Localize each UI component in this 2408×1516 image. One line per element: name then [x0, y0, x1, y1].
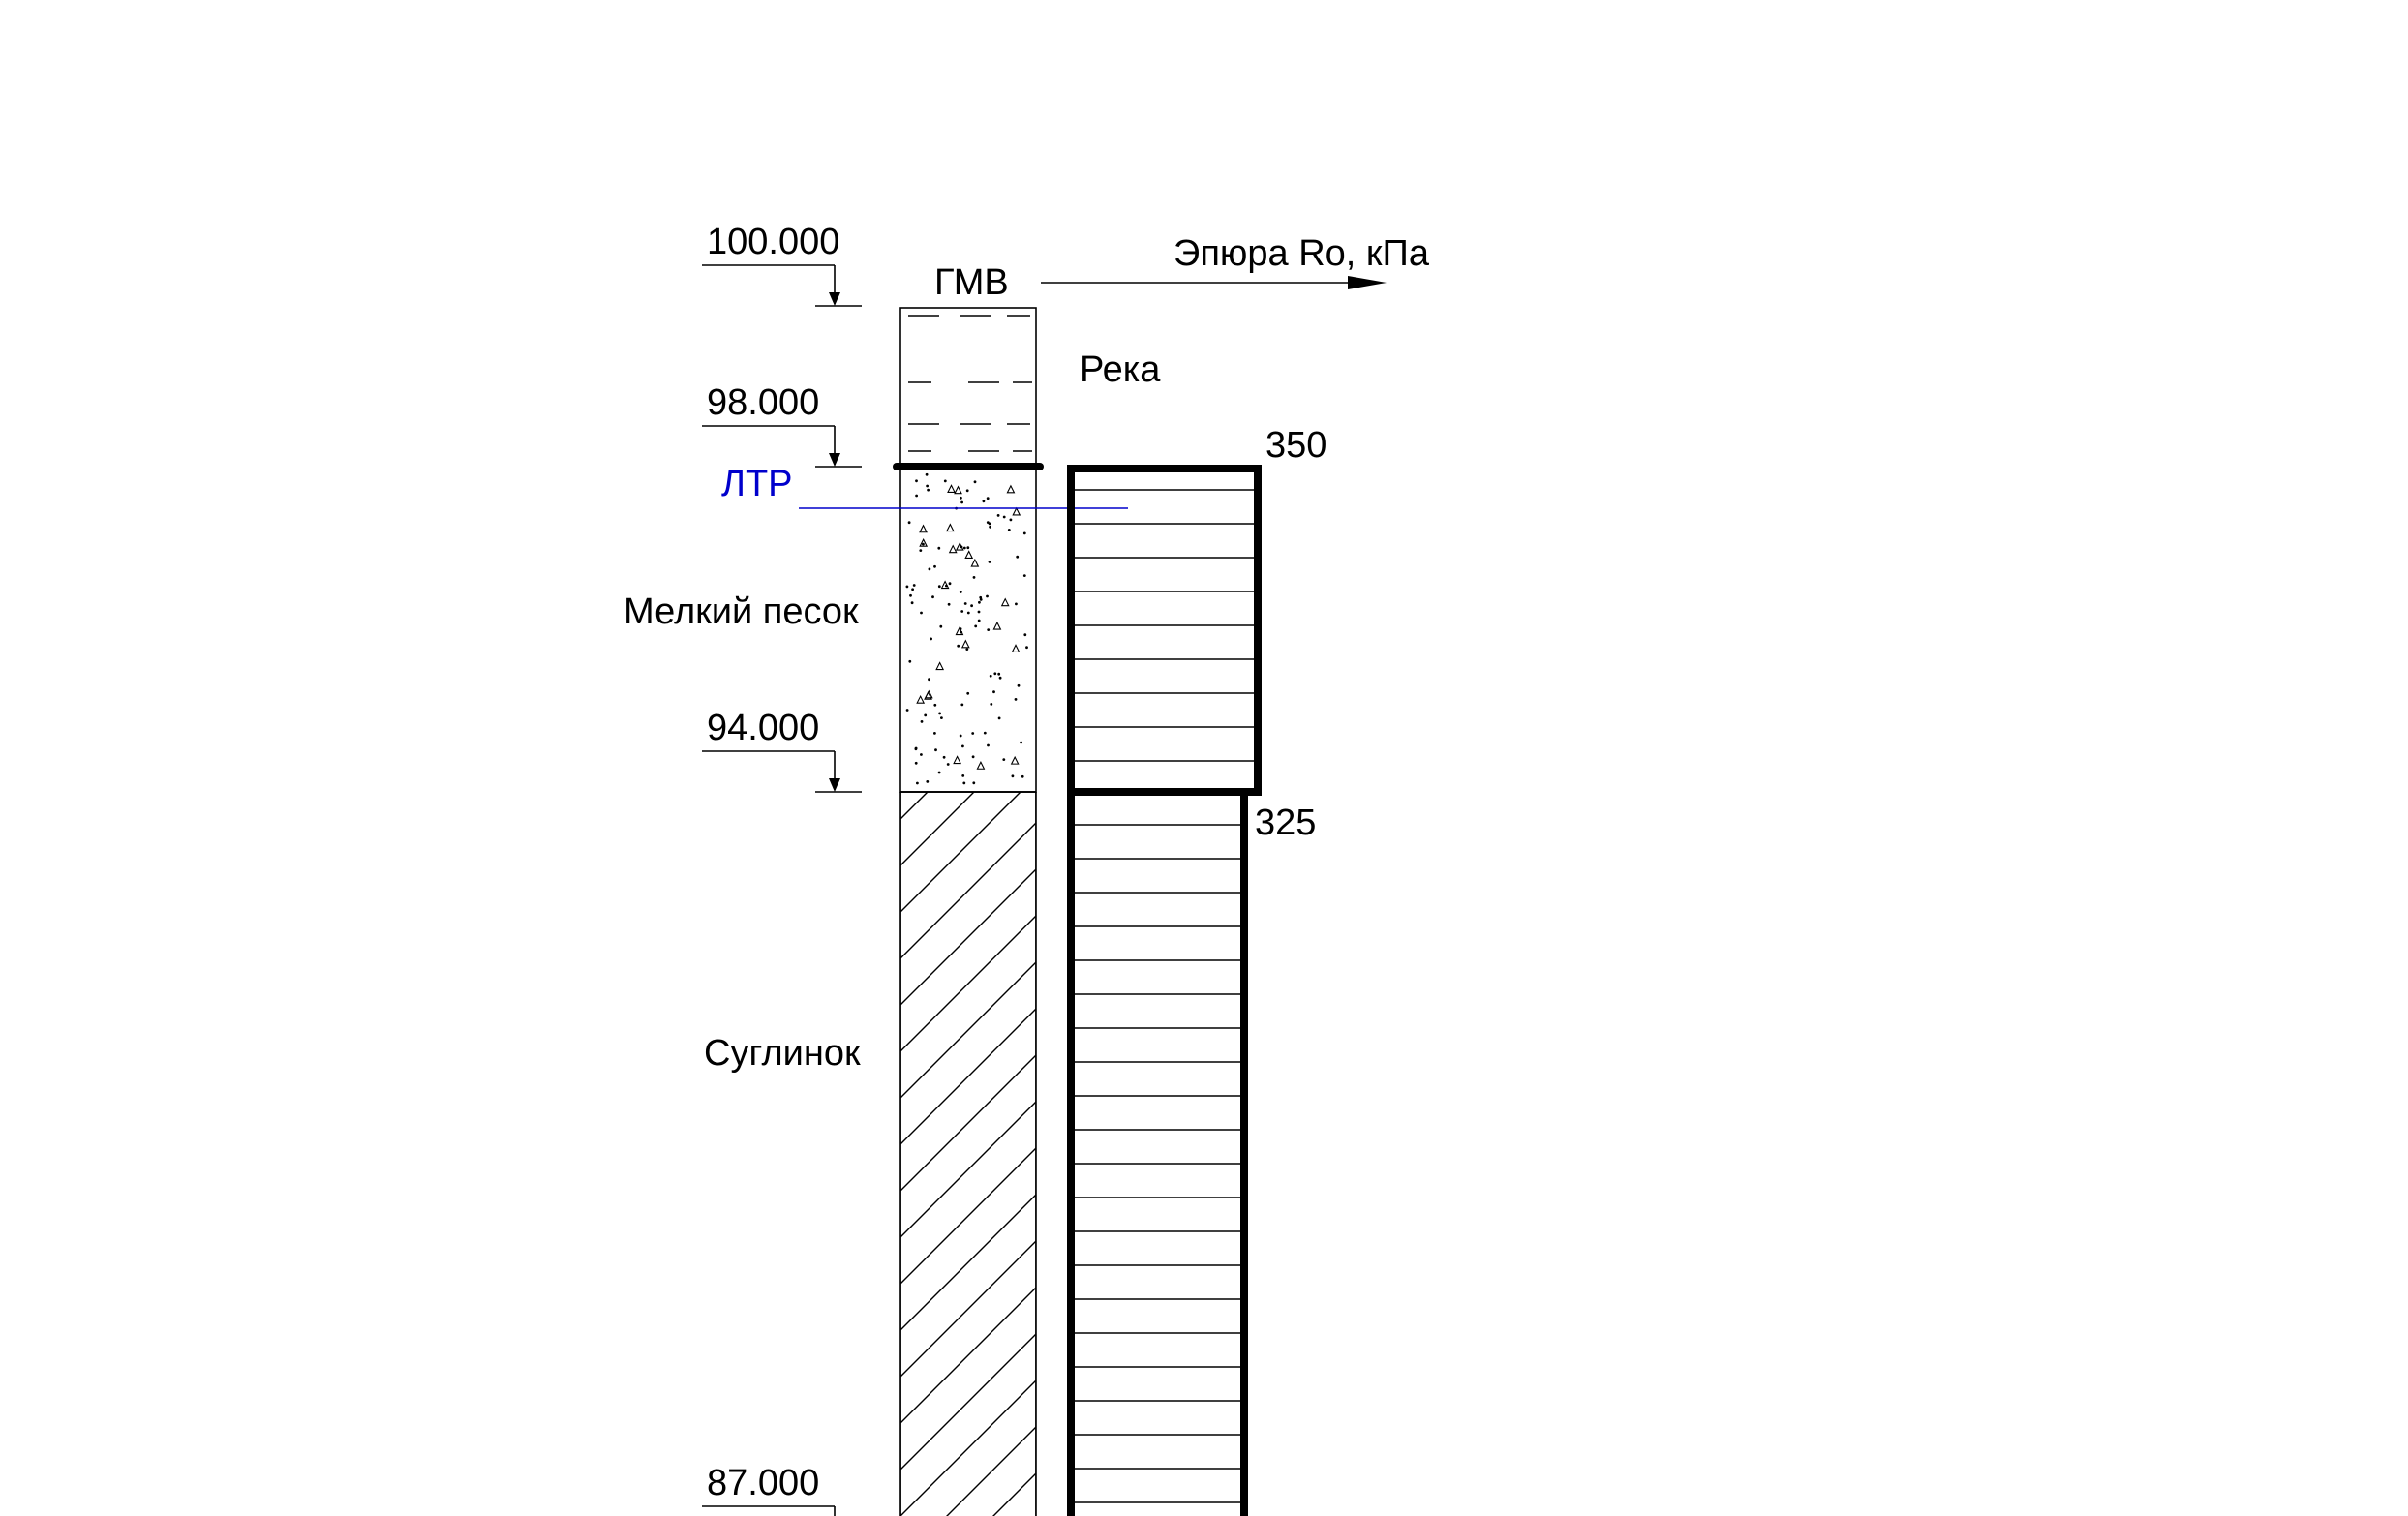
arrow-right-icon — [1348, 276, 1387, 289]
elevation-label: 87.000 — [707, 1463, 820, 1503]
elevation-label: 94.000 — [707, 708, 820, 748]
epure-block-sand — [1071, 425, 1326, 792]
fine-sand-layer — [900, 467, 1036, 792]
soil-column — [897, 308, 1040, 1516]
layer-label-loam: Суглинок — [704, 1033, 861, 1074]
epure-diagram — [1071, 425, 1326, 1516]
elevation-mark-87 — [702, 1463, 835, 1516]
elevation-label: 98.000 — [707, 382, 820, 423]
epure-title: Эпюра Ro, кПа — [1174, 233, 1429, 274]
elevation-label: 100.000 — [707, 222, 840, 262]
layer-label-sand: Мелкий песок — [624, 591, 859, 632]
epure-value-loam: 325 — [1255, 803, 1317, 843]
epure-axis — [1041, 233, 1430, 289]
elevation-mark-100 — [702, 222, 862, 306]
water-layer — [900, 308, 1036, 467]
loam-layer — [900, 792, 1036, 1516]
epure-value-sand: 350 — [1265, 425, 1327, 466]
epure-block-loam — [1071, 792, 1316, 1516]
river-label: Река — [1080, 349, 1161, 390]
gmv-label: ГМВ — [934, 262, 1009, 303]
elevation-mark-94 — [702, 708, 862, 792]
ltr-label: ЛТР — [721, 464, 793, 504]
elevation-mark-98 — [702, 382, 862, 467]
